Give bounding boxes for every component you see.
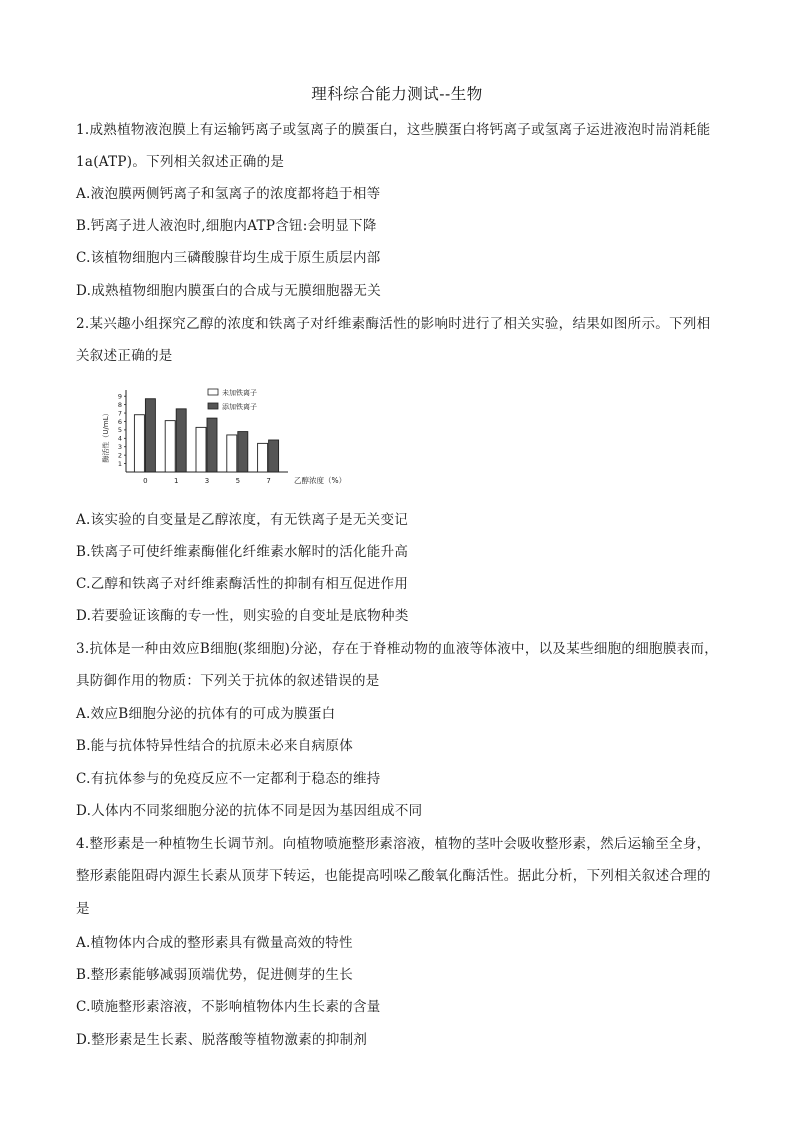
- x-tick-label-5: 5: [235, 477, 241, 485]
- q1-option-d: D.成熟植物细胞内膜蛋白的合成与无膜细胞器无关: [76, 283, 382, 299]
- q2-option-b: B.铁离子可使纤维素酶催化纤维素水解时的活化能升高: [76, 544, 409, 560]
- x-axis-label: 乙醇浓度（%）: [294, 476, 347, 485]
- q3-option-a: A.效应B细胞分泌的抗体有的可成为膜蛋白: [76, 706, 336, 722]
- y-axis-label: 酶活性（U/mL）: [102, 409, 110, 463]
- q4-stem-line3: 是: [76, 901, 90, 917]
- y-tick-label-1: 1: [117, 459, 122, 468]
- q2-stem-line2: 关叙述正确的是: [76, 348, 173, 364]
- q4-option-a: A.植物体内合成的整形素具有微量高效的特性: [76, 935, 353, 951]
- legend-swatch-no-iron: [208, 389, 218, 395]
- q3-stem-line2: 具防御作用的物质：下列关于抗体的叙述错误的是: [76, 673, 380, 689]
- chart-legend: [208, 388, 257, 411]
- x-tick-label-3: 3: [204, 477, 210, 485]
- q2-stem-line1: 2.某兴趣小组探究乙醇的浓度和铁离子对纤维素酶活性的影响时进行了相关实验，结果如图所示。下列相: [76, 316, 711, 332]
- enzyme-activity-chart: [96, 384, 347, 494]
- bar-no-iron-1: [165, 421, 175, 472]
- y-tick-label-7: 7: [117, 409, 122, 418]
- q4-option-c: C.喷施整形素溶液，不影响植物体内生长素的含量: [76, 999, 381, 1015]
- bar-iron-5: [238, 432, 248, 472]
- bar-no-iron-0: [134, 415, 144, 472]
- legend-swatch-iron: [208, 403, 218, 409]
- bar-chart-svg: [96, 384, 347, 494]
- bar-no-iron-7: [258, 443, 268, 472]
- y-tick-label-2: 2: [117, 451, 122, 460]
- bar-iron-0: [145, 399, 155, 472]
- legend-label-iron: 添加铁离子: [222, 403, 257, 411]
- q3-option-b: B.能与抗体特异性结合的抗原未必来自病原体: [76, 738, 354, 754]
- bar-no-iron-3: [196, 427, 206, 472]
- legend-label-no-iron: 未加铁离子: [222, 389, 257, 397]
- q4-stem-line1: 4.整形素是一种植物生长调节剂。向植物喷施整形素溶液，植物的茎叶会吸收整形素，然后运输至全身，: [76, 836, 711, 852]
- x-tick-label-0: 0: [143, 477, 148, 485]
- bar-iron-1: [176, 409, 186, 472]
- bar-iron-7: [269, 440, 279, 472]
- q2-option-c: C.乙醇和铁离子对纤维素酶活性的抑制有相互促进作用: [76, 576, 409, 592]
- q3-stem-line1: 3.抗体是一种由效应B细胞(浆细胞)分泌，存在于脊椎动物的血液等体液中，以及某些细胞的细胞膜表而，: [76, 641, 719, 657]
- x-tick-label-1: 1: [173, 477, 179, 485]
- q1-option-c: C.该植物细胞内三磷酸腺苷均生成于原生质层内部: [76, 250, 381, 266]
- y-tick-label-6: 6: [117, 417, 122, 426]
- bar-iron-3: [207, 418, 217, 472]
- q2-option-a: A.该实验的自变量是乙醇浓度，有无铁离子是无关变记: [76, 512, 409, 528]
- y-tick-label-5: 5: [117, 426, 122, 435]
- y-tick-label-4: 4: [117, 434, 122, 443]
- q1-option-a: A.液泡膜两侧钙离子和氢离子的浓度都将趋于相等: [76, 186, 381, 202]
- page-title: 理科综合能力测试--生物: [311, 85, 483, 103]
- q3-option-c: C.有抗体参与的免疫反应不一定都利于稳态的维持: [76, 771, 381, 787]
- q4-option-d: D.整形素是生长素、脱落酸等植物激素的抑制剂: [76, 1032, 368, 1048]
- y-tick-label-8: 8: [117, 400, 122, 409]
- q1-option-b: B.钙离子进人液泡时,细胞内ATP含钮:会明显下降: [76, 218, 377, 234]
- y-tick-label-3: 3: [117, 443, 122, 452]
- bar-no-iron-5: [227, 435, 237, 472]
- q3-option-d: D.人体内不同浆细胞分泌的抗体不同是因为基因组成不同: [76, 803, 423, 819]
- q4-option-b: B.整形素能够减弱顶端优势，促进侧芽的生长: [76, 967, 354, 983]
- x-tick-label-7: 7: [266, 477, 271, 485]
- y-tick-label-9: 9: [117, 392, 122, 401]
- q1-stem-line1: 1.成熟植物液泡膜上有运输钙离子或氢离子的膜蛋白，这些膜蛋白将钙离子或氢离子运进液泡时耑消耗能: [76, 122, 711, 138]
- q2-option-d: D.若要验证该酶的专一性，则实验的自变址是底物种类: [76, 608, 409, 624]
- q4-stem-line2: 整形素能阻碍内源生长素从顶芽下转运，也能提高吲哚乙酸氧化酶活性。据此分析，下列相关叙述合理的: [76, 868, 711, 884]
- q1-stem-line2: 1a(ATP)。下列相关叙述正确的是: [76, 154, 285, 170]
